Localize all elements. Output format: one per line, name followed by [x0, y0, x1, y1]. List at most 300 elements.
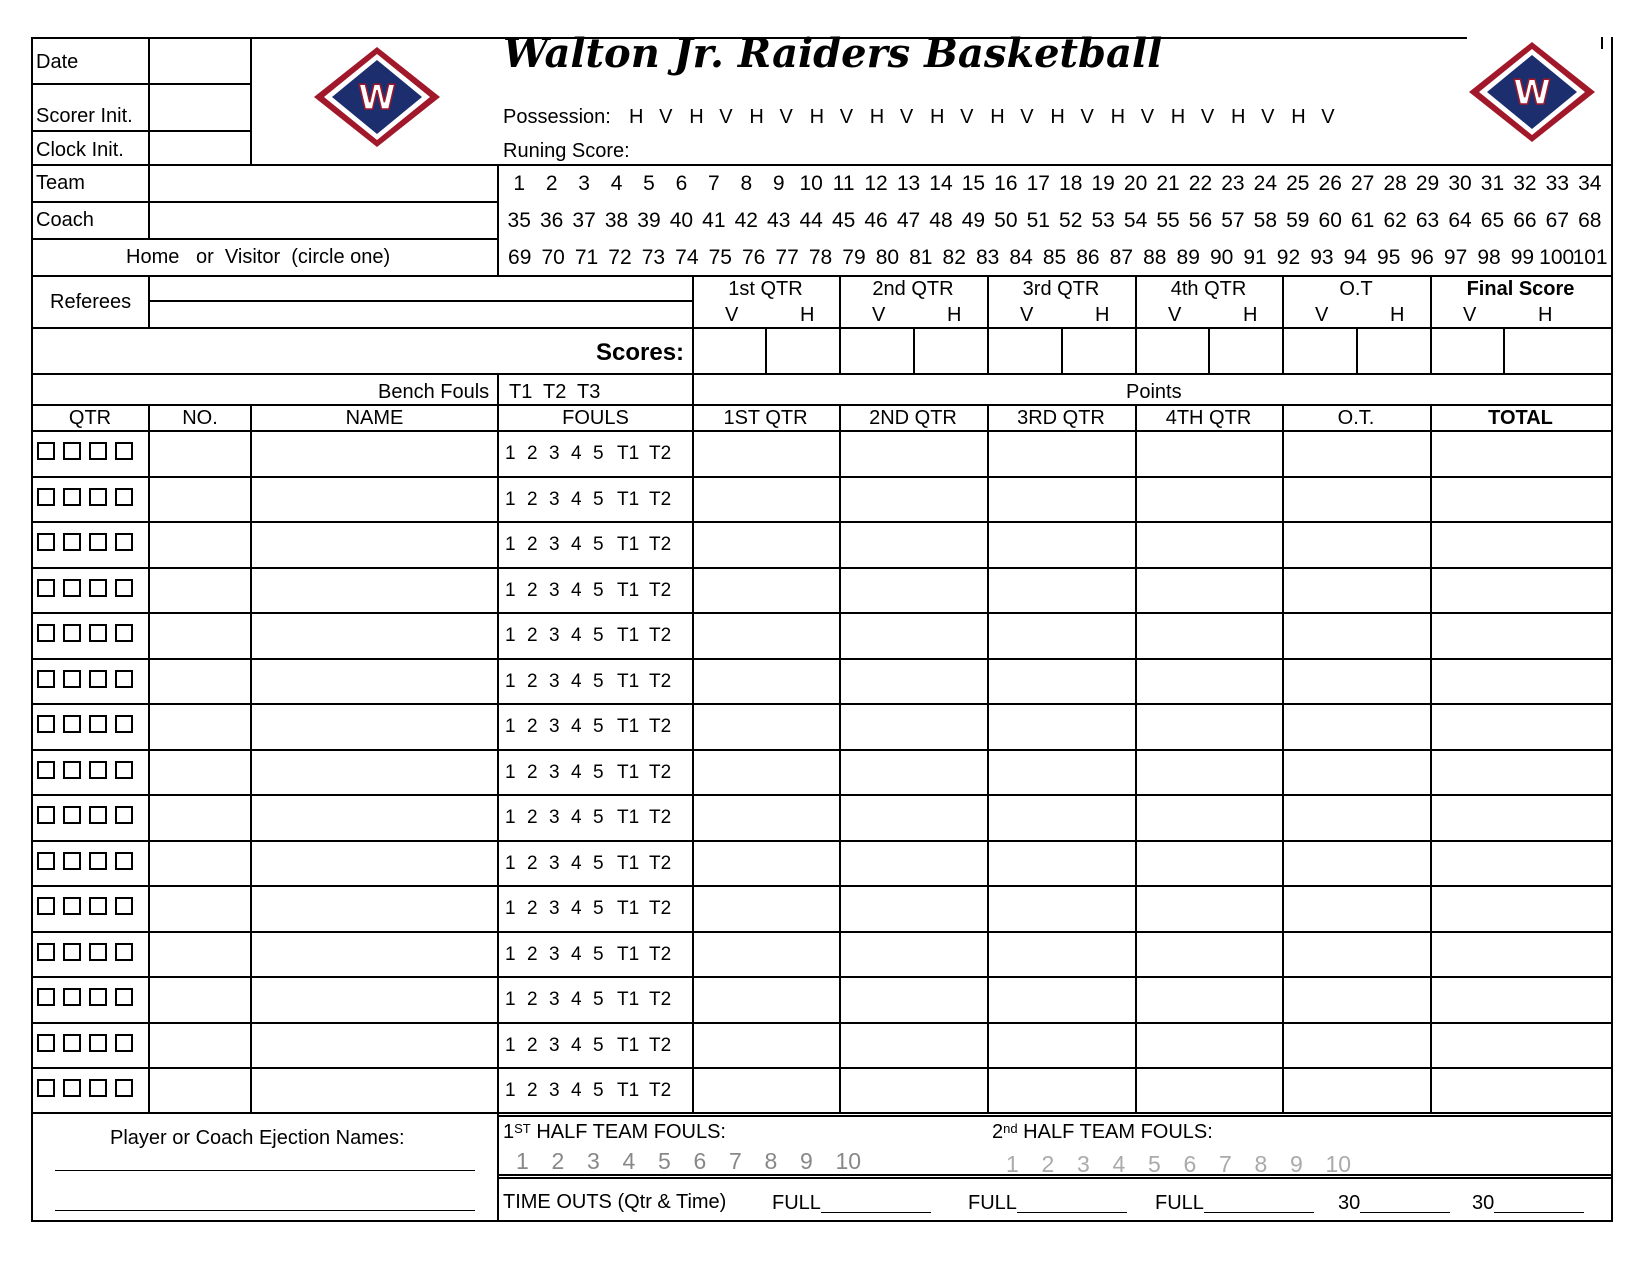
running-score-number[interactable]: 63 [1415, 209, 1440, 232]
foul-mark[interactable]: T2 [649, 488, 672, 510]
foul-mark[interactable]: 5 [593, 852, 604, 874]
foul-mark[interactable]: 2 [527, 443, 538, 464]
running-score-number[interactable]: 87 [1109, 246, 1134, 269]
running-score-number[interactable]: 96 [1410, 246, 1434, 269]
foul-mark[interactable]: 5 [593, 1034, 604, 1056]
foul-mark[interactable]: T2 [649, 716, 672, 737]
foul-mark[interactable]: T2 [649, 943, 672, 965]
foul-mark[interactable]: 4 [571, 625, 582, 646]
running-score-number[interactable]: 6 [675, 172, 688, 195]
points-cell[interactable] [841, 796, 986, 838]
quarter-checkbox[interactable] [37, 579, 55, 597]
running-score-number[interactable]: 26 [1318, 172, 1342, 195]
possession-mark[interactable]: H [1291, 106, 1306, 128]
foul-mark[interactable]: T1 [617, 625, 640, 646]
running-score-number[interactable]: 8 [740, 172, 753, 195]
running-score-number[interactable]: 70 [541, 246, 565, 269]
running-score-number[interactable]: 59 [1286, 209, 1310, 232]
running-score-number[interactable]: 56 [1188, 209, 1213, 232]
player-number-field[interactable] [150, 1069, 249, 1111]
bench-foul-mark[interactable]: T2 [543, 381, 567, 403]
player-name-field[interactable] [252, 1024, 496, 1066]
quarter-checkbox[interactable] [89, 442, 107, 460]
points-cell[interactable] [1432, 933, 1610, 975]
foul-mark[interactable]: T2 [649, 579, 672, 601]
points-cell[interactable] [1432, 1069, 1610, 1111]
running-score-number[interactable]: 36 [539, 209, 564, 232]
points-cell[interactable] [989, 796, 1134, 838]
running-score-number[interactable]: 28 [1383, 172, 1407, 195]
quarter-checkbox[interactable] [89, 533, 107, 551]
running-score-number[interactable]: 76 [742, 246, 766, 269]
running-score-number[interactable]: 62 [1383, 209, 1407, 232]
foul-mark[interactable]: T1 [617, 989, 640, 1010]
clock-init-field[interactable] [150, 132, 249, 163]
quarter-checkbox[interactable] [37, 897, 55, 915]
quarter-checkbox[interactable] [63, 1079, 81, 1097]
foul-mark[interactable]: 3 [549, 670, 560, 692]
running-score-number[interactable]: 92 [1276, 246, 1301, 269]
possession-mark[interactable]: V [1200, 106, 1215, 128]
player-name-field[interactable] [252, 705, 496, 747]
running-score-number[interactable]: 27 [1351, 172, 1375, 195]
quarter-checkbox[interactable] [63, 579, 81, 597]
player-number-field[interactable] [150, 1024, 249, 1066]
points-cell[interactable] [1137, 569, 1281, 611]
points-cell[interactable] [841, 478, 986, 520]
running-score-number[interactable]: 13 [896, 172, 921, 195]
possession-mark[interactable]: V [1140, 106, 1155, 128]
team-foul-mark[interactable]: 9 [800, 1148, 813, 1174]
quarter-checkbox[interactable] [63, 897, 81, 915]
quarter-checkbox[interactable] [115, 761, 133, 779]
team-foul-mark[interactable]: 8 [1254, 1151, 1268, 1177]
points-cell[interactable] [694, 660, 838, 702]
quarter-checkbox[interactable] [63, 624, 81, 642]
points-cell[interactable] [841, 523, 986, 565]
points-cell[interactable] [1284, 796, 1429, 838]
points-cell[interactable] [841, 660, 986, 702]
foul-mark[interactable]: 1 [505, 579, 516, 601]
points-cell[interactable] [1432, 523, 1610, 565]
quarter-checkbox[interactable] [63, 442, 81, 460]
foul-mark[interactable]: 5 [593, 716, 604, 737]
quarter-checkbox[interactable] [37, 761, 55, 779]
possession-mark[interactable]: V [659, 106, 673, 128]
foul-mark[interactable]: 5 [593, 761, 604, 783]
foul-mark[interactable]: 5 [593, 989, 604, 1010]
points-cell[interactable] [1137, 432, 1281, 474]
foul-mark[interactable]: T1 [617, 1080, 640, 1101]
foul-mark[interactable]: 3 [549, 579, 560, 601]
running-score-number[interactable]: 72 [608, 246, 632, 269]
points-cell[interactable] [989, 842, 1134, 884]
running-score-number[interactable]: 97 [1443, 246, 1468, 269]
foul-mark[interactable]: 1 [505, 898, 516, 919]
points-cell[interactable] [1432, 842, 1610, 884]
points-cell[interactable] [989, 478, 1134, 520]
points-cell[interactable] [1137, 751, 1281, 793]
player-number-field[interactable] [150, 796, 249, 838]
quarter-checkbox[interactable] [37, 715, 55, 733]
points-cell[interactable] [841, 1069, 986, 1111]
foul-mark[interactable]: 4 [571, 761, 582, 783]
running-score-number[interactable]: 1 [513, 172, 526, 195]
possession-mark[interactable]: V [899, 106, 914, 128]
team-foul-mark[interactable]: 7 [729, 1148, 742, 1174]
points-cell[interactable] [1432, 569, 1610, 611]
player-name-field[interactable] [252, 751, 496, 793]
quarter-checkbox[interactable] [63, 852, 81, 870]
quarter-checkbox[interactable] [89, 670, 107, 688]
running-score-number[interactable]: 33 [1545, 172, 1569, 195]
points-cell[interactable] [1432, 478, 1610, 520]
foul-mark[interactable]: 5 [593, 625, 604, 646]
foul-mark[interactable]: 3 [549, 1080, 560, 1101]
running-score-number[interactable]: 11 [832, 172, 855, 195]
points-cell[interactable] [989, 1024, 1134, 1066]
quarter-checkbox[interactable] [115, 715, 133, 733]
points-cell[interactable] [841, 432, 986, 474]
points-cell[interactable] [694, 1069, 838, 1111]
foul-mark[interactable]: 1 [505, 670, 516, 692]
player-name-field[interactable] [252, 842, 496, 884]
foul-mark[interactable]: 4 [571, 989, 582, 1010]
quarter-checkbox[interactable] [115, 897, 133, 915]
foul-mark[interactable]: 2 [527, 1034, 538, 1056]
running-score-number[interactable]: 54 [1123, 209, 1148, 232]
points-cell[interactable] [1284, 705, 1429, 747]
quarter-checkbox[interactable] [89, 579, 107, 597]
running-score-number[interactable]: 45 [831, 209, 856, 232]
points-cell[interactable] [1432, 614, 1610, 656]
running-score-number[interactable]: 49 [961, 209, 986, 232]
foul-mark[interactable]: 4 [571, 1080, 582, 1101]
team-foul-mark[interactable]: 2 [551, 1148, 565, 1174]
foul-mark[interactable]: 2 [527, 989, 538, 1010]
running-score-number[interactable]: 44 [799, 209, 823, 232]
running-score-number[interactable]: 9 [772, 172, 785, 195]
running-score-number[interactable]: 81 [909, 246, 933, 269]
running-score-number[interactable]: 46 [864, 209, 888, 232]
points-cell[interactable] [1284, 1069, 1429, 1111]
points-cell[interactable] [989, 751, 1134, 793]
points-cell[interactable] [989, 660, 1134, 702]
points-cell[interactable] [989, 523, 1134, 565]
foul-mark[interactable]: T2 [649, 625, 672, 646]
foul-mark[interactable]: T1 [617, 852, 640, 874]
referee-field-2[interactable] [150, 302, 691, 326]
player-number-field[interactable] [150, 614, 249, 656]
possession-mark[interactable]: H [1170, 106, 1186, 128]
quarter-checkbox[interactable] [89, 761, 107, 779]
foul-mark[interactable]: 4 [571, 716, 582, 737]
foul-mark[interactable]: 2 [527, 579, 538, 601]
foul-mark[interactable]: 1 [505, 625, 516, 646]
team-foul-mark[interactable]: 9 [1290, 1151, 1303, 1177]
team-foul-mark[interactable]: 5 [1148, 1151, 1161, 1177]
running-score-number[interactable]: 78 [808, 246, 833, 269]
points-cell[interactable] [1284, 569, 1429, 611]
possession-mark[interactable]: V [779, 106, 793, 128]
foul-mark[interactable]: T2 [649, 898, 672, 919]
foul-mark[interactable]: 4 [571, 852, 582, 874]
possession-mark[interactable]: H [1110, 106, 1126, 128]
foul-mark[interactable]: 2 [527, 898, 538, 919]
points-cell[interactable] [694, 1024, 838, 1066]
running-score-number[interactable]: 83 [975, 246, 1000, 269]
player-number-field[interactable] [150, 933, 249, 975]
points-cell[interactable] [1284, 933, 1429, 975]
running-score-number[interactable]: 40 [669, 209, 694, 232]
points-cell[interactable] [694, 432, 838, 474]
foul-mark[interactable]: 2 [527, 488, 538, 510]
points-cell[interactable] [1432, 887, 1610, 929]
score-cell[interactable] [915, 329, 986, 372]
running-score-number[interactable]: 35 [507, 209, 531, 232]
foul-mark[interactable]: 4 [571, 898, 582, 919]
quarter-checkbox[interactable] [63, 715, 81, 733]
possession-mark[interactable]: V [1080, 106, 1094, 128]
points-cell[interactable] [989, 614, 1134, 656]
foul-mark[interactable]: T2 [649, 1034, 672, 1056]
running-score-number[interactable]: 64 [1448, 209, 1472, 232]
player-name-field[interactable] [252, 478, 496, 520]
team-foul-mark[interactable]: 7 [1219, 1151, 1232, 1177]
running-score-number[interactable]: 38 [604, 209, 629, 232]
points-cell[interactable] [841, 1024, 986, 1066]
quarter-checkbox[interactable] [115, 1079, 133, 1097]
points-cell[interactable] [841, 978, 986, 1020]
team-foul-mark[interactable]: 2 [1041, 1151, 1055, 1177]
score-cell[interactable] [1284, 329, 1355, 372]
running-score-number[interactable]: 3 [578, 172, 590, 195]
running-score-number[interactable]: 23 [1221, 172, 1245, 195]
running-score-number[interactable]: 5 [643, 172, 655, 195]
foul-mark[interactable]: T1 [617, 670, 640, 692]
running-score-number[interactable]: 94 [1343, 246, 1367, 269]
foul-mark[interactable]: 1 [505, 443, 516, 464]
foul-mark[interactable]: 3 [549, 1034, 560, 1056]
foul-mark[interactable]: 5 [593, 534, 604, 555]
foul-mark[interactable]: 5 [593, 443, 604, 464]
running-score-number[interactable]: 41 [702, 209, 726, 232]
running-score-number[interactable]: 4 [610, 172, 623, 195]
running-score-number[interactable]: 60 [1318, 209, 1342, 232]
player-name-field[interactable] [252, 933, 496, 975]
foul-mark[interactable]: 3 [549, 443, 560, 464]
score-cell[interactable] [767, 329, 838, 372]
running-score-number[interactable]: 7 [708, 172, 720, 195]
player-number-field[interactable] [150, 705, 249, 747]
foul-mark[interactable]: 3 [549, 852, 560, 874]
foul-mark[interactable]: 2 [527, 625, 538, 646]
foul-mark[interactable]: T1 [617, 716, 640, 737]
points-cell[interactable] [1432, 660, 1610, 702]
points-cell[interactable] [694, 478, 838, 520]
foul-mark[interactable]: T1 [617, 1034, 640, 1056]
running-score-number[interactable]: 80 [875, 246, 900, 269]
player-name-field[interactable] [252, 978, 496, 1020]
foul-mark[interactable]: 5 [593, 670, 604, 692]
possession-mark[interactable]: H [1231, 106, 1246, 128]
foul-mark[interactable]: 5 [593, 579, 604, 601]
running-score-number[interactable]: 25 [1286, 172, 1310, 195]
team-foul-mark[interactable]: 5 [658, 1148, 671, 1174]
points-cell[interactable] [694, 614, 838, 656]
points-cell[interactable] [989, 933, 1134, 975]
timeout-write-line[interactable] [1017, 1192, 1127, 1213]
points-cell[interactable] [841, 933, 986, 975]
quarter-checkbox[interactable] [37, 988, 55, 1006]
points-cell[interactable] [1137, 842, 1281, 884]
points-cell[interactable] [1137, 705, 1281, 747]
score-cell[interactable] [1210, 329, 1281, 372]
scorer-init-field[interactable] [150, 85, 249, 129]
possession-mark[interactable]: H [1050, 106, 1065, 128]
quarter-checkbox[interactable] [115, 852, 133, 870]
quarter-checkbox[interactable] [37, 852, 55, 870]
score-cell[interactable] [1432, 329, 1502, 372]
running-score-number[interactable]: 66 [1513, 209, 1537, 232]
player-number-field[interactable] [150, 523, 249, 565]
foul-mark[interactable]: T1 [617, 898, 640, 919]
points-cell[interactable] [694, 978, 838, 1020]
running-score-number[interactable]: 61 [1351, 209, 1375, 232]
player-number-field[interactable] [150, 751, 249, 793]
quarter-checkbox[interactable] [89, 1034, 107, 1052]
points-cell[interactable] [1284, 478, 1429, 520]
running-score-number[interactable]: 68 [1578, 209, 1602, 232]
player-number-field[interactable] [150, 478, 249, 520]
points-cell[interactable] [989, 705, 1134, 747]
running-score-number[interactable]: 84 [1009, 246, 1033, 269]
running-score-number[interactable]: 86 [1076, 246, 1100, 269]
quarter-checkbox[interactable] [115, 988, 133, 1006]
points-cell[interactable] [1137, 887, 1281, 929]
points-cell[interactable] [1284, 842, 1429, 884]
score-cell[interactable] [1358, 329, 1429, 372]
points-cell[interactable] [1284, 523, 1429, 565]
bench-foul-mark[interactable]: T1 [509, 381, 533, 403]
running-score-number[interactable]: 73 [641, 246, 666, 269]
quarter-checkbox[interactable] [37, 1079, 55, 1097]
foul-mark[interactable]: T2 [649, 670, 672, 692]
foul-mark[interactable]: 3 [549, 534, 560, 555]
player-name-field[interactable] [252, 796, 496, 838]
points-cell[interactable] [694, 523, 838, 565]
foul-mark[interactable]: 1 [505, 943, 516, 965]
points-cell[interactable] [1137, 933, 1281, 975]
player-number-field[interactable] [150, 887, 249, 929]
running-score-number[interactable]: 39 [637, 209, 661, 232]
foul-mark[interactable]: T2 [649, 989, 672, 1010]
team-foul-mark[interactable]: 4 [1112, 1151, 1126, 1177]
foul-mark[interactable]: 5 [593, 1080, 604, 1101]
quarter-checkbox[interactable] [63, 670, 81, 688]
foul-mark[interactable]: 2 [527, 1080, 538, 1101]
player-name-field[interactable] [252, 432, 496, 474]
foul-mark[interactable]: 1 [505, 1080, 516, 1101]
quarter-checkbox[interactable] [115, 943, 133, 961]
foul-mark[interactable]: 2 [527, 670, 538, 692]
referee-field-1[interactable] [150, 277, 691, 299]
points-cell[interactable] [841, 569, 986, 611]
possession-mark[interactable]: H [990, 106, 1005, 128]
running-score-number[interactable]: 51 [1026, 209, 1050, 232]
quarter-checkbox[interactable] [89, 624, 107, 642]
quarter-checkbox[interactable] [89, 715, 107, 733]
points-cell[interactable] [1137, 796, 1281, 838]
possession-mark[interactable]: V [839, 106, 854, 128]
ejection-name-line-2[interactable] [55, 1185, 475, 1209]
running-score-number[interactable]: 67 [1545, 209, 1569, 232]
running-score-number[interactable]: 53 [1091, 209, 1115, 232]
points-cell[interactable] [989, 1069, 1134, 1111]
foul-mark[interactable]: T1 [617, 579, 640, 601]
running-score-number[interactable]: 95 [1377, 246, 1401, 269]
possession-mark[interactable]: H [809, 106, 825, 128]
quarter-checkbox[interactable] [63, 1034, 81, 1052]
running-score-number[interactable]: 85 [1042, 246, 1067, 269]
quarter-checkbox[interactable] [115, 806, 133, 824]
running-score-number[interactable]: 14 [929, 172, 953, 195]
foul-mark[interactable]: 5 [593, 807, 604, 828]
team-foul-mark[interactable]: 8 [764, 1148, 778, 1174]
foul-mark[interactable]: 2 [527, 716, 538, 737]
foul-mark[interactable]: 4 [571, 443, 582, 464]
foul-mark[interactable]: 2 [527, 534, 538, 555]
running-score-number[interactable]: 71 [574, 246, 599, 269]
quarter-checkbox[interactable] [89, 806, 107, 824]
points-cell[interactable] [694, 705, 838, 747]
player-number-field[interactable] [150, 432, 249, 474]
coach-field[interactable] [150, 203, 496, 237]
team-foul-mark[interactable]: 1 [1006, 1151, 1019, 1177]
running-score-number[interactable]: 31 [1480, 172, 1505, 195]
running-score-number[interactable]: 69 [508, 246, 532, 269]
points-cell[interactable] [1137, 478, 1281, 520]
quarter-checkbox[interactable] [63, 761, 81, 779]
player-name-field[interactable] [252, 614, 496, 656]
points-cell[interactable] [1432, 705, 1610, 747]
possession-mark[interactable]: V [960, 106, 974, 128]
foul-mark[interactable]: 5 [593, 943, 604, 965]
points-cell[interactable] [841, 705, 986, 747]
foul-mark[interactable]: 2 [527, 761, 538, 783]
foul-mark[interactable]: T2 [649, 534, 672, 555]
player-number-field[interactable] [150, 842, 249, 884]
foul-mark[interactable]: T2 [649, 1080, 672, 1101]
quarter-checkbox[interactable] [89, 988, 107, 1006]
team-foul-mark[interactable]: 4 [622, 1148, 636, 1174]
foul-mark[interactable]: 3 [549, 943, 560, 965]
running-score-number[interactable]: 47 [896, 209, 921, 232]
timeout-write-line[interactable] [1360, 1192, 1450, 1213]
possession-mark[interactable]: H [749, 106, 764, 128]
foul-mark[interactable]: 1 [505, 488, 516, 510]
quarter-checkbox[interactable] [115, 442, 133, 460]
running-score-number[interactable]: 91 [1243, 246, 1267, 269]
foul-mark[interactable]: 2 [527, 807, 538, 828]
points-cell[interactable] [841, 842, 986, 884]
foul-mark[interactable]: 1 [505, 989, 516, 1010]
points-cell[interactable] [989, 978, 1134, 1020]
score-cell[interactable] [841, 329, 912, 372]
foul-mark[interactable]: T2 [649, 852, 672, 874]
points-cell[interactable] [1137, 978, 1281, 1020]
foul-mark[interactable]: T1 [617, 943, 640, 965]
